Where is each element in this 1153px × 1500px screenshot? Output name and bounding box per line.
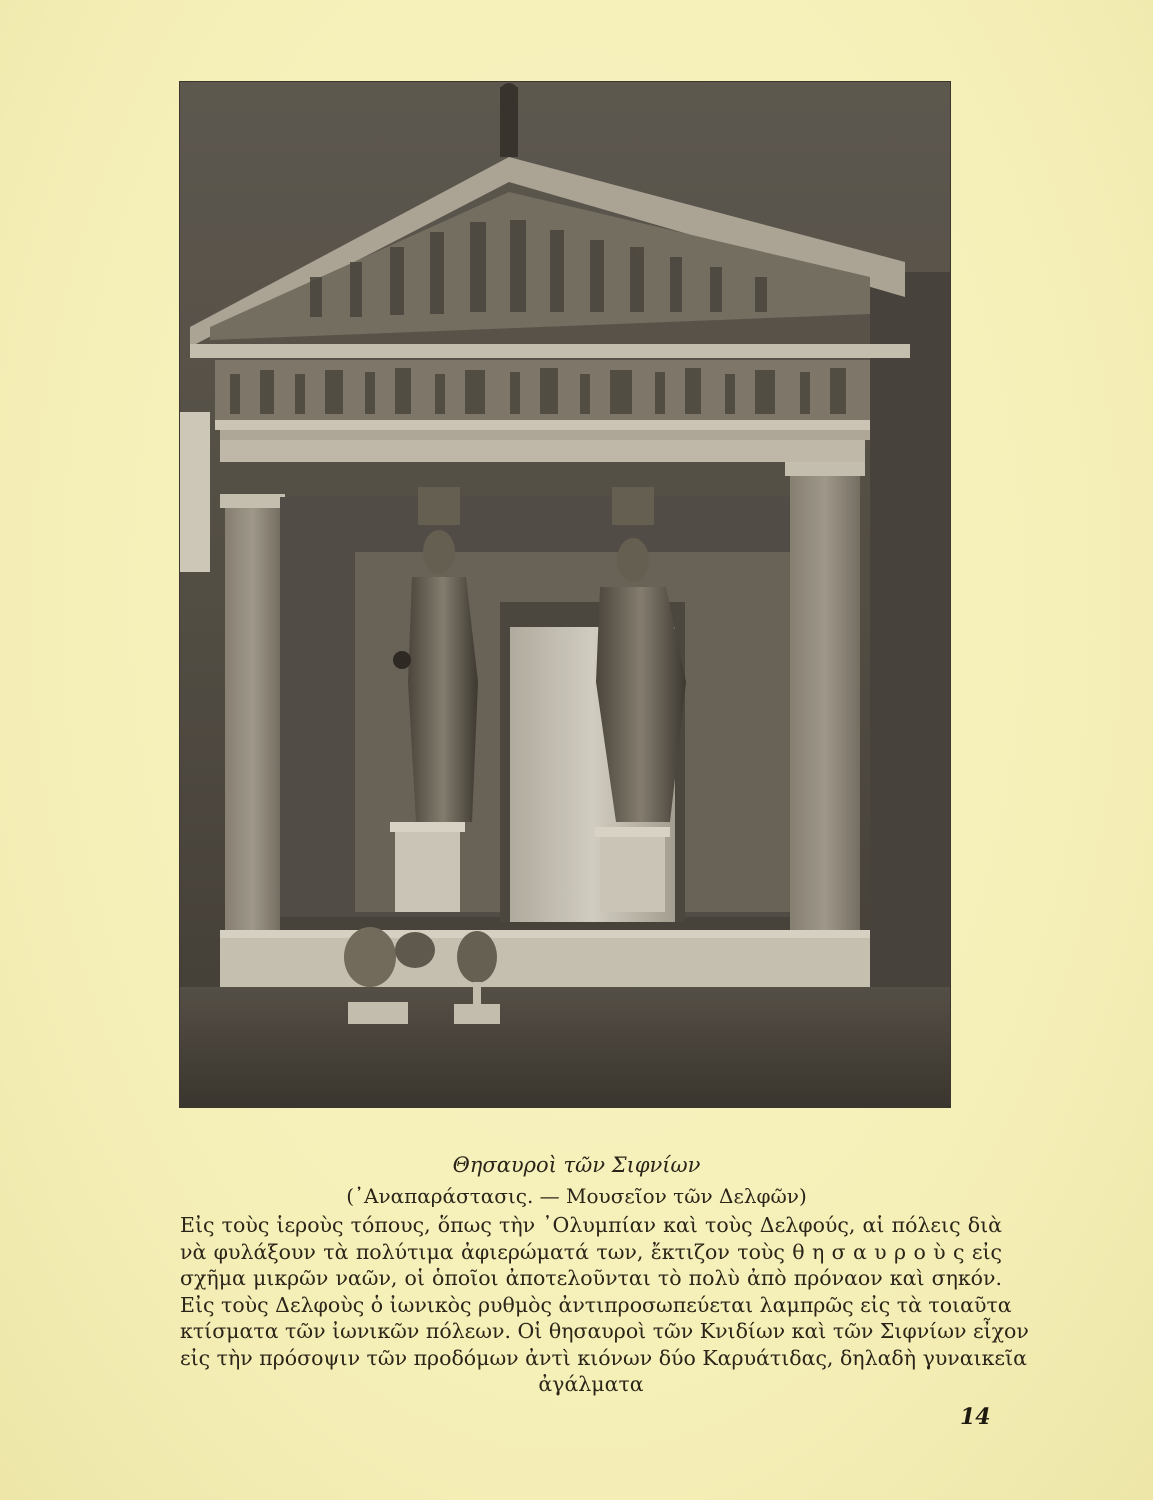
caption-title: Θησαυρoὶ τῶν Σιφνίων (452, 1153, 701, 1177)
body-paragraph (180, 1212, 1029, 1398)
body-line: Εἰς τοὺς Δελφοὺς ὁ ἰωνικὸς ρυθμὸς ἀντιπροσωπεύεται λαμπρῶς εἰς τὰ τοιαῦτα (180, 1292, 1012, 1317)
body-line: Εἰς τοὺς ἱεροὺς τόπους, ὅπως τὴν ᾿Ολυμπίαν καὶ τοὺς Δελφούς, αἱ πόλεις διὰ (180, 1213, 1002, 1237)
body-line: σχῆμα μικρῶν ναῶν, οἱ ὁποῖοι ἀποτελοῦνται τὸ πολὺ ἀπὸ πρόναον καὶ σηκόν. (180, 1266, 1002, 1290)
caption-subtitle: (᾿Αναπαράστασις. — Μουσεῖον τῶν Δελφῶν) (346, 1184, 807, 1208)
treasury-illustration (180, 82, 950, 1107)
body-line: κτίσματα τῶν ἰωνικῶν πόλεων. Οἱ θησαυροὶ τῶν Κνιδίων καὶ τῶν Σιφνίων εἶχον (180, 1319, 1029, 1343)
body-line: ἀγάλματα (538, 1372, 644, 1396)
show-through-text (160, 48, 1020, 78)
body-line: εἰς τὴν πρόσοψιν τῶν προδόμων ἀντὶ κιόνων δύο Καρυάτιδας, δηλαδὴ γυναικεῖα (180, 1345, 1027, 1370)
body-line: νὰ φυλάξουν τὰ πολύτιμα ἀφιερώματά των, ἔκτιζον τοὺς θ η σ α υ ρ ο ὺ ς εἰς (180, 1239, 1002, 1264)
page-number: 14 (960, 1404, 991, 1430)
photograph-siphnian-treasury (180, 82, 950, 1107)
